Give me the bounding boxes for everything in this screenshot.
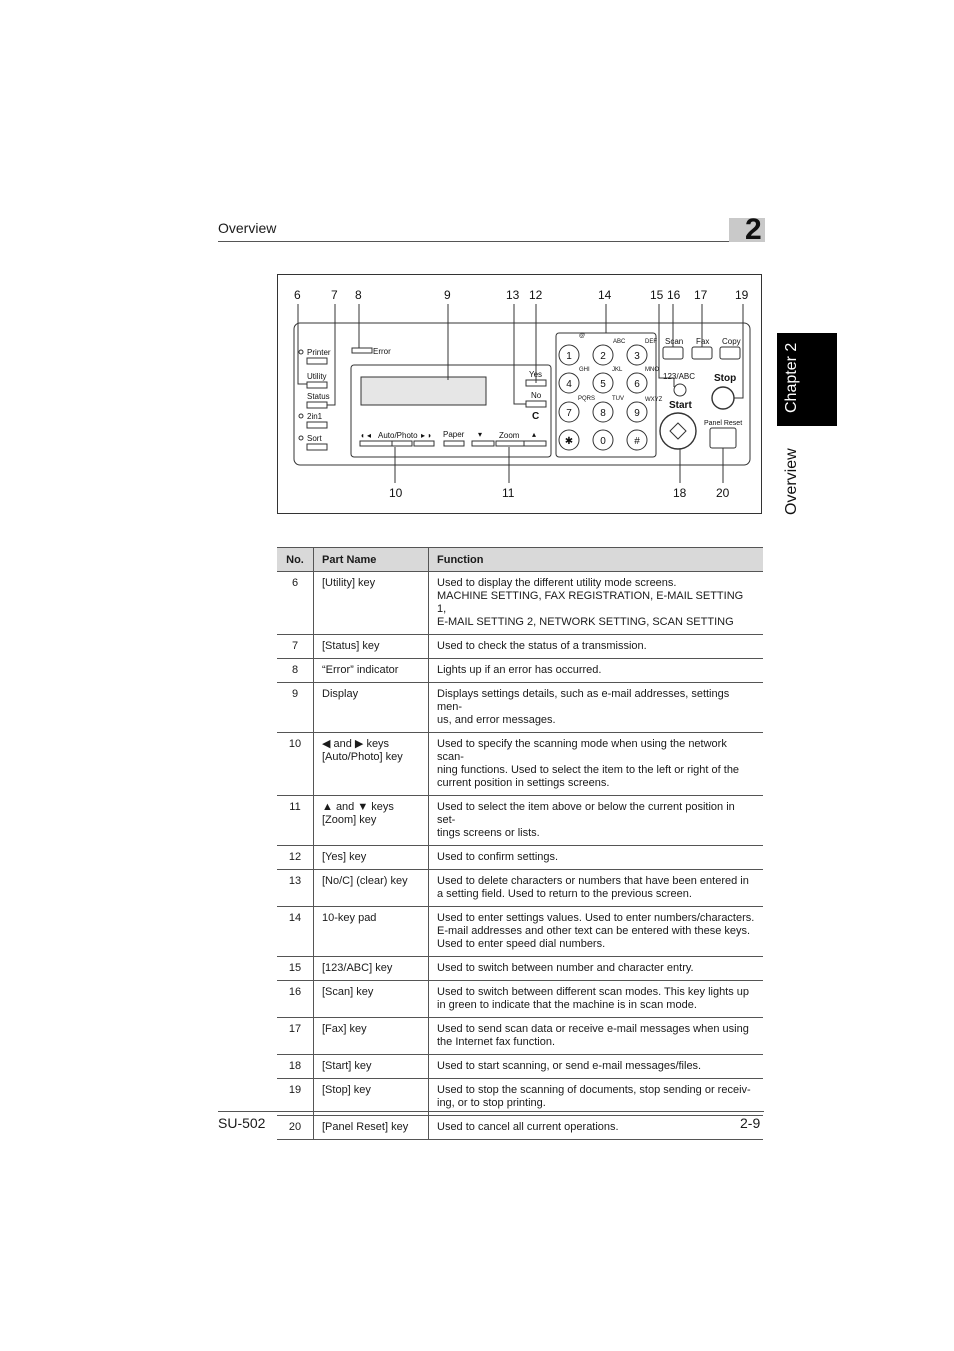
svg-text:8: 8 <box>600 408 606 419</box>
svg-text:DEF: DEF <box>645 339 657 345</box>
svg-text:GHI: GHI <box>579 367 590 373</box>
part-name-line: [Utility] key <box>322 577 376 589</box>
part-name-line: [Auto/Photo] key <box>322 751 403 763</box>
function-line: E-mail addresses and other text can be entered with these keys. <box>437 925 751 937</box>
up-arrow-key[interactable] <box>524 441 546 446</box>
svg-text:Status: Status <box>307 392 330 401</box>
part-name-line: [Stop] key <box>322 1084 371 1096</box>
callout-18: 18 <box>673 486 687 500</box>
cell-function <box>429 907 764 957</box>
right-arrow-key[interactable] <box>414 441 434 446</box>
cell-function <box>429 957 764 981</box>
cell-part-name <box>314 635 429 659</box>
cell-part-name <box>314 1079 429 1116</box>
function-line: the Internet fax function. <box>437 1036 556 1048</box>
cell-no: 7 <box>277 635 314 659</box>
cell-part-name <box>314 846 429 870</box>
cell-no: 15 <box>277 957 314 981</box>
table-header-row <box>277 548 763 572</box>
cell-no: 11 <box>277 796 314 846</box>
svg-text:PQRS: PQRS <box>578 396 596 402</box>
zoom-key[interactable] <box>496 441 524 446</box>
table-row <box>277 635 763 659</box>
svg-text:5: 5 <box>600 379 606 390</box>
header-rule <box>218 241 764 242</box>
c-label: C <box>532 411 540 422</box>
function-line: Used to send scan data or receive e-mail messages when using <box>437 1023 749 1035</box>
no-c-key[interactable] <box>526 401 546 407</box>
svg-text:WXYZ: WXYZ <box>645 397 663 403</box>
cell-no: 17 <box>277 1018 314 1055</box>
cell-part-name <box>314 870 429 907</box>
function-line: Used to start scanning, or send e-mail messages/files. <box>437 1060 702 1072</box>
function-line: Used to select the item above or below the current position in set- <box>437 801 735 826</box>
function-line: ning functions. Used to select the item to the left or right of the <box>437 764 740 776</box>
part-name-line: [Start] key <box>322 1060 372 1072</box>
function-line: Lights up if an error has occurred. <box>437 664 602 676</box>
part-name-line: [No/C] (clear) key <box>322 875 408 887</box>
control-panel-diagram <box>278 275 763 515</box>
function-line: Used to specify the scanning mode when using the network scan- <box>437 738 727 763</box>
callout-10: 10 <box>389 486 403 500</box>
table-row <box>277 846 763 870</box>
table-row <box>277 907 763 957</box>
callout-14: 14 <box>598 288 612 302</box>
cell-function <box>429 659 764 683</box>
error-indicator <box>352 348 372 353</box>
footer-page-number: 2-9 <box>740 1115 761 1131</box>
svg-text:4: 4 <box>566 379 572 390</box>
cell-no: 16 <box>277 981 314 1018</box>
copy-key[interactable] <box>720 347 740 359</box>
svg-text:9: 9 <box>634 408 640 419</box>
cell-function <box>429 572 764 635</box>
svg-text:✱: ✱ <box>564 436 574 447</box>
table-row <box>277 957 763 981</box>
part-name-line: [123/ABC] key <box>322 962 393 974</box>
footer-rule <box>218 1111 764 1112</box>
table-row <box>277 733 763 796</box>
cell-function <box>429 796 764 846</box>
table-body <box>277 572 763 1140</box>
function-line: Used to switch between number and character entry. <box>437 962 694 974</box>
cell-part-name <box>314 1055 429 1079</box>
abc123-key[interactable] <box>674 384 686 396</box>
auto-photo-key[interactable] <box>392 441 412 446</box>
svg-text:@: @ <box>579 333 586 339</box>
svg-text:▾: ▾ <box>478 430 483 439</box>
function-line: a setting field. Used to return to the previous screen. <box>437 888 692 900</box>
down-arrow-key[interactable] <box>472 441 494 446</box>
cell-function <box>429 683 764 733</box>
part-name-line: [Panel Reset] key <box>322 1121 409 1133</box>
cell-part-name <box>314 796 429 846</box>
cell-no: 10 <box>277 733 314 796</box>
svg-text:Printer: Printer <box>307 348 331 357</box>
svg-text:Sort: Sort <box>307 434 322 443</box>
cell-part-name <box>314 1018 429 1055</box>
auto-photo-label: Auto/Photo <box>378 431 418 440</box>
cell-part-name <box>314 981 429 1018</box>
table-row <box>277 1018 763 1055</box>
cell-function <box>429 981 764 1018</box>
display-screen <box>361 377 486 405</box>
svg-text:2: 2 <box>600 351 606 362</box>
svg-text:Utility: Utility <box>307 372 327 381</box>
part-name-line: ▲ and ▼ keys <box>322 801 394 813</box>
cell-function <box>429 1079 764 1116</box>
callout-17: 17 <box>694 288 708 302</box>
callout-20: 20 <box>716 486 730 500</box>
svg-text:▴: ▴ <box>532 430 537 439</box>
scan-key[interactable] <box>663 347 683 359</box>
stop-key[interactable] <box>712 387 734 409</box>
table-row <box>277 870 763 907</box>
callout-12: 12 <box>529 288 543 302</box>
svg-text:#: # <box>634 436 640 447</box>
cell-part-name <box>314 1116 429 1140</box>
function-line: in green to indicate that the machine is in scan mode. <box>437 999 697 1011</box>
function-line: Used to display the different utility mode screens. <box>437 577 677 589</box>
svg-text:JKL: JKL <box>612 367 623 373</box>
callout-15: 15 <box>650 288 664 302</box>
chapter-number: 2 <box>745 213 762 246</box>
cell-part-name <box>314 957 429 981</box>
yes-label: Yes <box>529 370 543 379</box>
ten-key-pad[interactable] <box>559 345 647 450</box>
part-name-line: [Fax] key <box>322 1023 367 1035</box>
paper-label: Paper <box>443 430 465 439</box>
panel-reset-label: Panel Reset <box>704 420 743 427</box>
cell-function <box>429 870 764 907</box>
panel-reset-key[interactable] <box>710 428 736 448</box>
footer-model: SU-502 <box>218 1115 266 1131</box>
cell-no: 20 <box>277 1116 314 1140</box>
function-line: ing, or to stop printing. <box>437 1097 546 1109</box>
function-line: Used to delete characters or numbers that have been entered in <box>437 875 749 887</box>
callout-16: 16 <box>667 288 681 302</box>
callout-7: 7 <box>331 288 338 302</box>
column-header-part-name: Part Name <box>314 548 429 572</box>
cell-part-name <box>314 683 429 733</box>
zoom-label: Zoom <box>499 431 520 440</box>
table-row <box>277 981 763 1018</box>
cell-part-name <box>314 907 429 957</box>
cell-no: 19 <box>277 1079 314 1116</box>
left-arrow-key[interactable] <box>360 441 392 446</box>
table-row <box>277 1055 763 1079</box>
svg-text:7: 7 <box>566 408 572 419</box>
svg-text:MNO: MNO <box>645 367 659 373</box>
svg-text:3: 3 <box>634 351 640 362</box>
part-name-line: [Yes] key <box>322 851 367 863</box>
callout-6: 6 <box>294 288 301 302</box>
cell-function <box>429 1055 764 1079</box>
cell-no: 12 <box>277 846 314 870</box>
function-line: Used to stop the scanning of documents, stop sending or receiv- <box>437 1084 751 1096</box>
part-name-line: Display <box>322 688 359 700</box>
svg-text:2in1: 2in1 <box>307 412 323 421</box>
abc123-label: 123/ABC <box>663 372 696 381</box>
stop-label: Stop <box>714 373 737 384</box>
fax-key[interactable] <box>692 347 712 359</box>
function-line: Used to check the status of a transmission. <box>437 640 647 652</box>
start-key[interactable] <box>660 413 696 449</box>
function-line: Used to switch between different scan modes. This key lights up <box>437 986 750 998</box>
cell-no: 6 <box>277 572 314 635</box>
cell-function <box>429 846 764 870</box>
svg-text:TUV: TUV <box>612 396 624 402</box>
part-name-line: [Zoom] key <box>322 814 377 826</box>
svg-text:1: 1 <box>566 351 572 362</box>
no-label: No <box>531 391 542 400</box>
function-line: Used to confirm settings. <box>437 851 559 863</box>
control-panel-figure <box>277 274 762 514</box>
cell-no: 9 <box>277 683 314 733</box>
cell-part-name <box>314 659 429 683</box>
cell-part-name <box>314 733 429 796</box>
mode-keys <box>299 348 331 450</box>
error-label: Error <box>373 347 391 356</box>
table-row <box>277 1116 763 1140</box>
function-line: Used to enter speed dial numbers. <box>437 938 606 950</box>
svg-text:6: 6 <box>634 379 640 390</box>
utility-key[interactable] <box>307 382 327 388</box>
table-row <box>277 1079 763 1116</box>
cell-function <box>429 1116 764 1140</box>
cell-no: 14 <box>277 907 314 957</box>
part-name-line: ◀ and ▶ keys <box>322 738 390 750</box>
status-key[interactable] <box>307 402 327 408</box>
cell-no: 13 <box>277 870 314 907</box>
scan-label: Scan <box>665 337 684 346</box>
svg-text:◖ ◂: ◖ ◂ <box>360 431 372 440</box>
parts-table <box>277 547 763 1140</box>
table-row <box>277 796 763 846</box>
column-header-function: Function <box>429 548 764 572</box>
function-line: tings screens or lists. <box>437 827 540 839</box>
part-name-line: “Error” indicator <box>322 664 399 676</box>
table-row <box>277 572 763 635</box>
callout-13: 13 <box>506 288 520 302</box>
side-tab-chapter-label: Chapter 2 <box>783 342 800 413</box>
copy-label: Copy <box>722 337 741 346</box>
cell-function <box>429 733 764 796</box>
svg-text:▸ ◗: ▸ ◗ <box>421 431 433 440</box>
callout-11: 11 <box>502 486 515 500</box>
cell-part-name <box>314 572 429 635</box>
function-line: current position in settings screens. <box>437 777 610 789</box>
cell-function <box>429 1018 764 1055</box>
callout-9: 9 <box>444 288 451 302</box>
svg-text:0: 0 <box>600 436 606 447</box>
svg-text:ABC: ABC <box>613 339 626 345</box>
function-line: Displays settings details, such as e-mail addresses, settings men- <box>437 688 730 713</box>
cell-no: 18 <box>277 1055 314 1079</box>
part-name-line: [Status] key <box>322 640 380 652</box>
fax-label: Fax <box>696 337 710 346</box>
callout-8: 8 <box>355 288 362 302</box>
part-name-line: 10-key pad <box>322 912 377 924</box>
function-line: MACHINE SETTING, FAX REGISTRATION, E-MAIL SETTING 1, <box>437 590 744 615</box>
cell-no: 8 <box>277 659 314 683</box>
callout-19: 19 <box>735 288 749 302</box>
table-row <box>277 683 763 733</box>
table-row <box>277 659 763 683</box>
function-line: Used to cancel all current operations. <box>437 1121 619 1133</box>
part-name-line: [Scan] key <box>322 986 374 998</box>
function-line: us, and error messages. <box>437 714 556 726</box>
function-line: Used to enter settings values. Used to enter numbers/characters. <box>437 912 755 924</box>
column-header-no: No. <box>277 548 314 572</box>
start-label: Start <box>669 400 692 411</box>
side-tab-section-label: Overview <box>783 448 800 515</box>
cell-function <box>429 635 764 659</box>
function-line: E-MAIL SETTING 2, NETWORK SETTING, SCAN SETTING <box>437 616 734 628</box>
header-title: Overview <box>218 220 277 236</box>
